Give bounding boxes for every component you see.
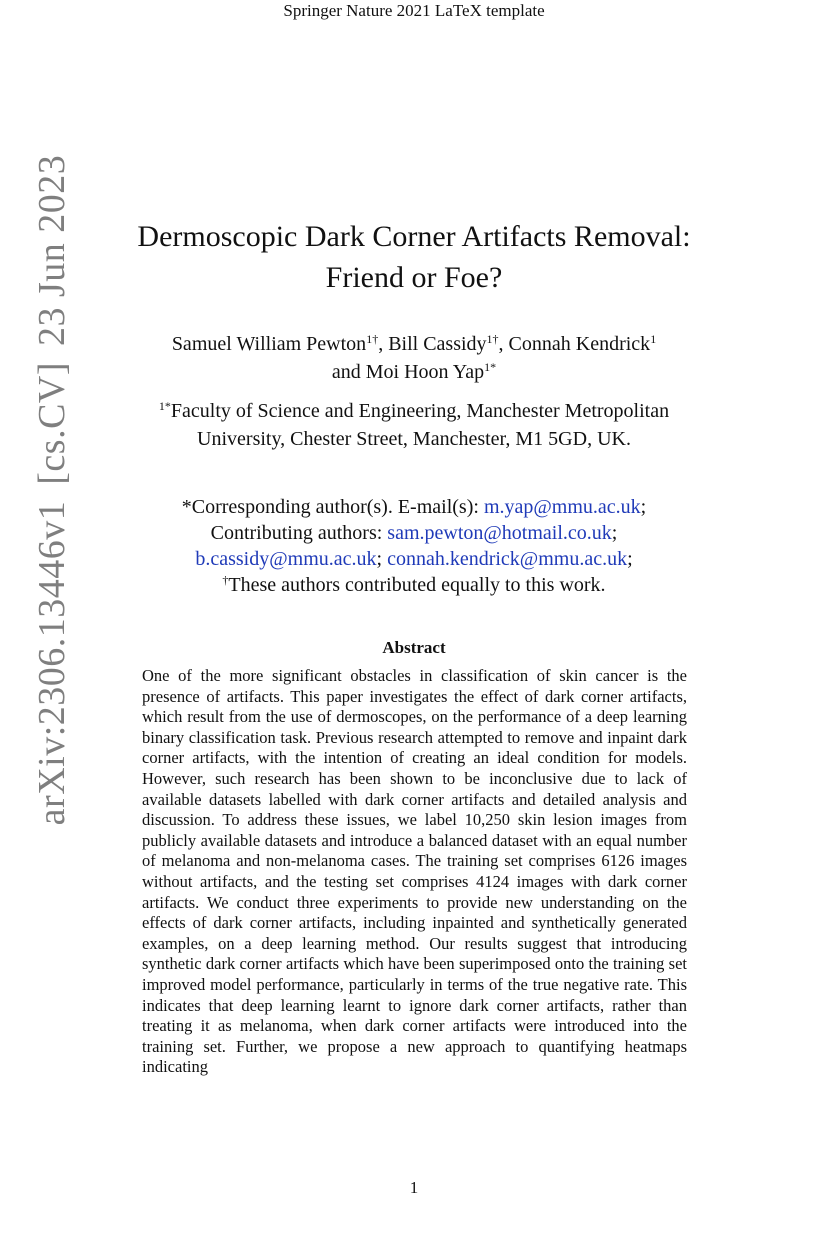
equal-contribution-text: These authors contributed equally to this work. <box>228 574 606 596</box>
arxiv-category: [cs.CV] <box>31 361 73 485</box>
author-mark: 1 <box>650 332 657 346</box>
punctuation: ; <box>376 548 383 570</box>
title-line-2: Friend or Foe? <box>325 261 503 294</box>
arxiv-date: 23 Jun 2023 <box>31 154 73 346</box>
punctuation: ; <box>640 496 647 518</box>
running-header: Springer Nature 2021 LaTeX template <box>283 1 545 20</box>
affiliation-text: Faculty of Science and Engineering, Manchester Metropolitan <box>170 400 670 422</box>
title-line-1: Dermoscopic Dark Corner Artifacts Removal: <box>137 220 691 253</box>
contributing-email-link[interactable]: sam.pewton@hotmail.co.uk <box>387 522 612 544</box>
equal-contribution-note <box>100 572 728 598</box>
paper-title <box>100 216 728 298</box>
author-name: Moi Hoon Yap <box>365 361 485 383</box>
corresponding-line <box>100 494 728 520</box>
punctuation: ; <box>627 548 633 570</box>
contributing-email-link[interactable]: connah.kendrick@mmu.ac.uk <box>387 548 628 570</box>
author-name: Samuel William Pewton <box>171 333 367 355</box>
author-separator: , <box>378 333 389 355</box>
author-and: and <box>331 361 366 383</box>
abstract-body: One of the more significant obstacles in classification of skin cancer is the presence of artifacts. This paper investigates the effect of dark corner artifacts, which result from the use of dermoscopes, on the performance of a deep learning binary classification task. Previous research attempted to remove and inpaint dark corner artifacts, with the intention of creating an ideal condition for models. However, such research has been shown to be inconclusive due to lack of available datasets labelled with dark corner artifacts and detailed analysis and discussion. To address these issues, we label 10,250 skin lesion images from publicly available datasets and introduce a balanced dataset with an equal number of melanoma and non-melanoma cases. The training set comprises 6126 images without artifacts, and the testing set comprises 4124 images with dark corner artifacts. We conduct three experiments to provide new understanding on the effects of dark corner artifacts, including inpainted and synthetically generated examples, on a deep learning method. Our results suggest that introducing synthetic dark corner artifacts which have been superimposed onto the training set improved model performance, particularly in terms of the true negative rate. This indicates that deep learning learnt to ignore dark corner artifacts, rather than treating it as melanoma, when dark corner artifacts were introduced into the training set. Further, we propose a new approach to quantifying heatmaps indicating <box>142 666 687 1077</box>
affiliation-line-2: University, Chester Street, Manchester, M1 5GD, UK. <box>197 428 631 450</box>
author-mark: 1† <box>486 332 499 346</box>
affiliation-mark: 1* <box>158 399 171 413</box>
author-name: Bill Cassidy <box>388 333 487 355</box>
arxiv-id: arXiv:2306.13446v1 <box>31 500 73 826</box>
contributing-line <box>100 546 728 572</box>
contact-block <box>100 494 728 598</box>
author-mark: 1† <box>366 332 379 346</box>
corresponding-label: *Corresponding author(s). E-mail(s): <box>181 496 484 518</box>
page-number: 1 <box>409 1178 419 1197</box>
contributing-label: Contributing authors: <box>210 522 388 544</box>
author-line-1 <box>100 330 728 358</box>
arxiv-stamp <box>30 155 74 826</box>
contributing-email-link[interactable]: b.cassidy@mmu.ac.uk <box>195 548 377 570</box>
punctuation: ; <box>611 522 618 544</box>
affiliation-line-1 <box>100 397 728 425</box>
contributing-line <box>100 520 728 546</box>
abstract-heading: Abstract <box>382 638 446 657</box>
author-name: Connah Kendrick <box>508 333 651 355</box>
author-separator: , <box>498 333 509 355</box>
affiliation <box>100 397 728 453</box>
dagger-mark: † <box>222 573 229 587</box>
author-line-2 <box>100 358 728 386</box>
author-list <box>100 330 728 386</box>
corresponding-email-link[interactable]: m.yap@mmu.ac.uk <box>483 496 641 518</box>
author-mark: 1* <box>484 360 497 374</box>
